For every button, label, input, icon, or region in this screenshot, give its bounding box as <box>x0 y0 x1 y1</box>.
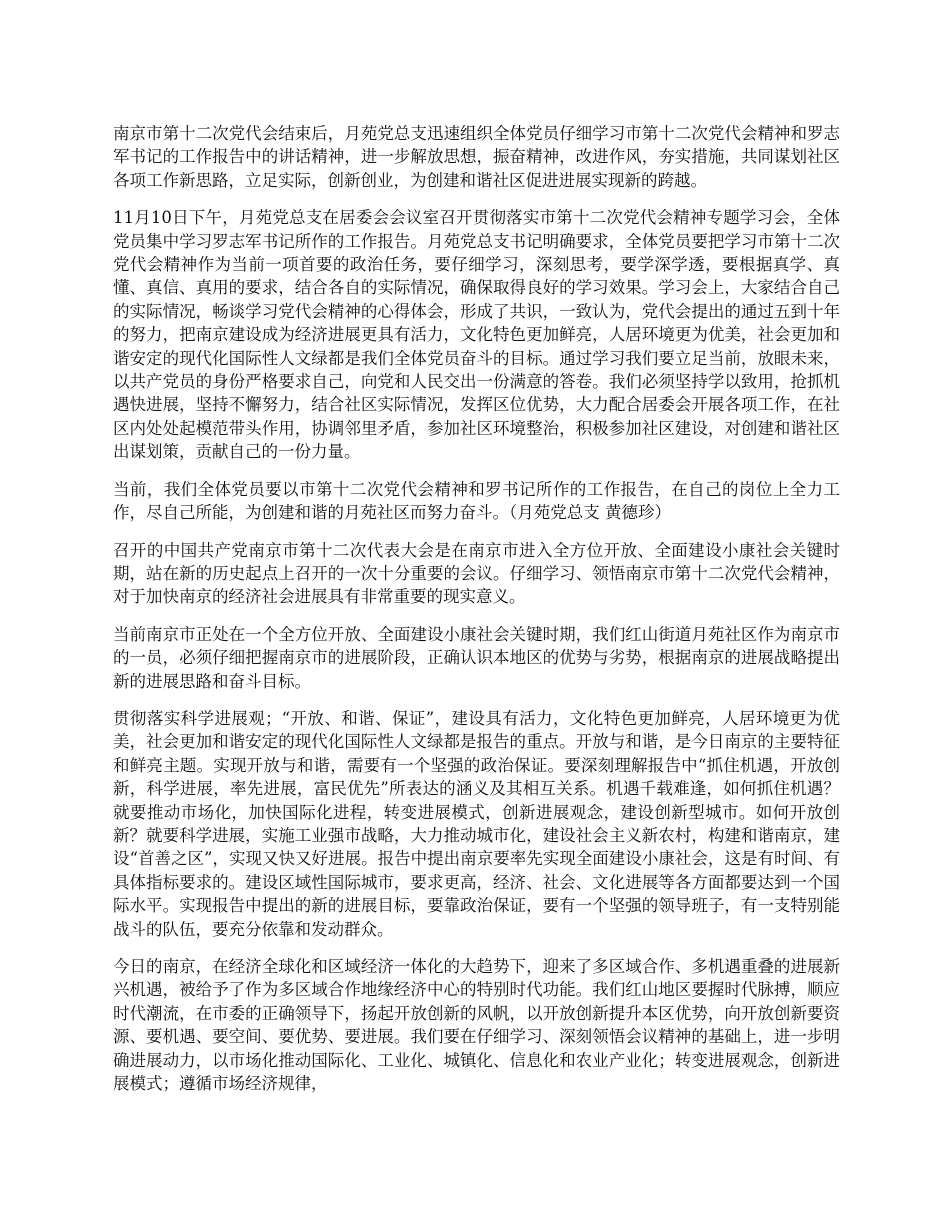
paragraph-2: 11月10日下午，月苑党总支在居委会会议室召开贯彻落实市第十二次党代会精神专题学习会，全体党员集中学习罗志军书记所作的工作报告。月苑党总支书记明确要求，全体党员要把学习市第十二次党代会精神作为当前一项首要的政治任务，要仔细学习，深刻思考，要学深学透，要根据真学、真懂、真信、真用的要求，结合各自的实际情况，确保取得良好的学习效果。学习会上，大家结合自己的实际情况，畅谈学习党代会精神的心得体会，形成了共识，一致认为，党代会提出的通过五到十年的努力，把南京建设成为经济进展更具有活力，文化特色更加鲜亮，人居环境更为优美，社会更加和谐安定的现代化国际性人文绿都是我们全体党员奋斗的目标。通过学习我们要立足当前，放眼未来，以共产党员的身份严格要求自己，向党和人民交出一份满意的答卷。我们必须坚持学以致用，抢抓机遇快进展，坚持不懈努力，结合社区实际情况，发挥区位优势，大力配合居委会开展各项工作，在社区内处处起模范带头作用，协调邻里矛盾，参加社区环境整治，积极参加社区建设，对创建和谐社区出谋划策，贡献自己的一份力量。 <box>113 208 840 462</box>
paragraph-7: 今日的南京，在经济全球化和区域经济一体化的大趋势下，迎来了多区域合作、多机遇重叠的进展新兴机遇，被给予了作为多区域合作地缘经济中心的特别时代功能。我们红山地区要握时代脉搏，顺应时代潮流，在市委的正确领导下，扬起开放创新的风帆，以开放创新提升本区优势，向开放创新要资源、要机遇、要空间、要优势、要进展。我们要在仔细学习、深刻领悟会议精神的基础上，进一步明确进展动力，以市场化推动国际化、工业化、城镇化、信息化和农业产业化；转变进展观念，创新进展模式；遵循市场经济规律， <box>113 957 840 1094</box>
paragraph-3: 当前，我们全体党员要以市第十二次党代会精神和罗书记所作的工作报告，在自己的岗位上全力工作，尽自己所能，为创建和谐的月苑社区而努力奋斗。（月苑党总支 黄德珍） <box>113 479 840 523</box>
paragraph-4: 召开的中国共产党南京市第十二次代表大会是在南京市进入全方位开放、全面建设小康社会关键时期，站在新的历史起点上召开的一次十分重要的会议。仔细学习、领悟南京市第十二次党代会精神，对于加快南京的经济社会进展具有非常重要的现实意义。 <box>113 540 840 607</box>
paragraph-1: 南京市第十二次党代会结束后，月苑党总支迅速组织全体党员仔细学习市第十二次党代会精神和罗志军书记的工作报告中的讲话精神，进一步解放思想，振奋精神，改进作风，夯实措施，共同谋划社区各项工作新思路，立足实际，创新创业，为创建和谐社区促进进展实现新的跨越。 <box>113 124 840 190</box>
document-body <box>113 122 840 1109</box>
paragraph-6: 贯彻落实科学进展观；“开放、和谐、保证”，建设具有活力，文化特色更加鲜亮，人居环境更为优美，社会更加和谐安定的现代化国际性人文绿都是报告的重点。开放与和谐，是今日南京的主要特征和鲜亮主题。实现开放与和谐，需要有一个坚强的政治保证。要深刻理解报告中“抓住机遇，开放创新，科学进展，率先进展，富民优先”所表达的涵义及其相互关系。机遇千载难逢，如何抓住机遇？就要推动市场化，加快国际化进程，转变进展模式，创新进展观念，建设创新型城市。如何开放创新？就要科学进展，实施工业强市战略，大力推动城市化，建设社会主义新农村，构建和谐南京，建设“首善之区”，实现又快又好进展。报告中提出南京要率先实现全面建设小康社会，这是有时间、有具体指标要求的。建设区域性国际城市，要求更高，经济、社会、文化进展等各方面都要达到一个国际水平。实现报告中提出的新的进展目标，要靠政治保证，要有一个坚强的领导班子，有一支特别能战斗的队伍，要充分依靠和发动群众。 <box>113 708 840 939</box>
paragraph-5: 当前南京市正处在一个全方位开放、全面建设小康社会关键时期，我们红山街道月苑社区作为南京市的一员，必须仔细把握南京市的进展阶段，正确认识本地区的优势与劣势，根据南京的进展战略提出新的进展思路和奋斗目标。 <box>113 624 840 691</box>
